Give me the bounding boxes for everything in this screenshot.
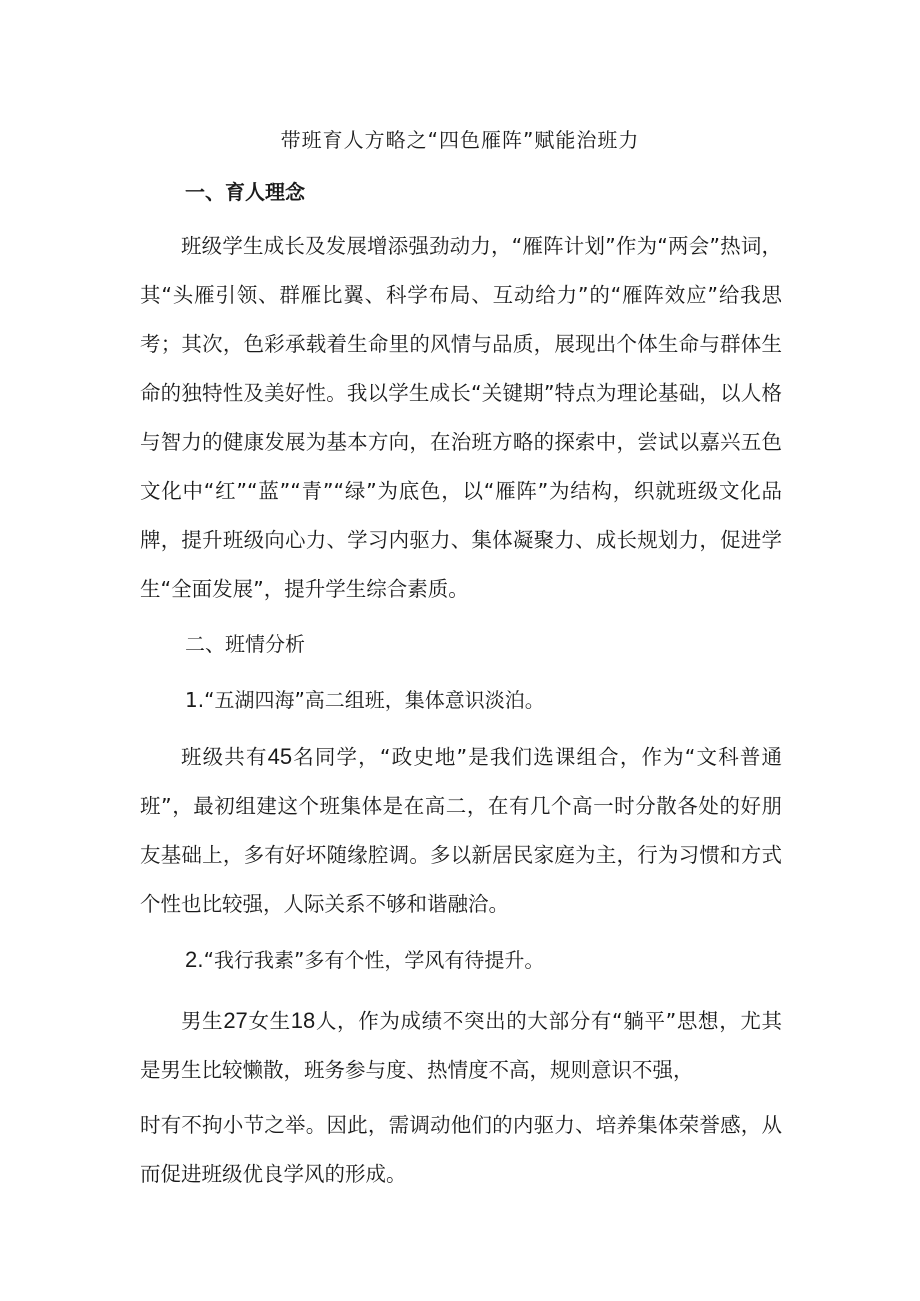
subsection-2-paragraph-1 (140, 996, 782, 1095)
subsection-2-heading-text: .“我行我素”多有个性，学风有待提升。 (197, 948, 545, 972)
section-1-heading: 一、育人理念 (185, 180, 305, 204)
student-count: 45 (267, 744, 293, 769)
subsection-2-text-c: 人，作为成绩不突出的大部分有“躺平”思想，尤其是男生比较懒散，班务参与度、热情度不高，规则意识不强， (140, 1009, 783, 1082)
subsection-2-number: 2 (185, 947, 198, 972)
subsection-2-text-a: 男生 (181, 1009, 224, 1033)
subsection-1-paragraph (140, 732, 782, 929)
girls-count: 18 (290, 1008, 316, 1033)
boys-count: 27 (223, 1008, 248, 1033)
subsection-1-text-b: 名同学，“政史地”是我们选课组合，作为“文科普通班”，最初组建这个班集体是在高二，在有几个高一时分散各处的好朋友基础上，多有好坏随缘腔调。多以新居民家庭为主，行为习惯和方式个性也比较强，人际关系不够和谐融洽。 (140, 745, 782, 916)
subsection-2-heading (185, 946, 544, 974)
subsection-2-text-b: 女生 (247, 1009, 291, 1033)
subsection-1-heading: 1.“五湖四海”高二组班，集体意识淡泊。 (185, 688, 545, 712)
section-1-paragraph: 班级学生成长及发展增添强劲动力，“雁阵计划”作为“两会”热词，其“头雁引领、群雁比翼、科学布局、互动给力”的“雁阵效应”给我思考；其次，色彩承载着生命里的风情与品质，展现出个体生命与群体生命的独特性及美好性。我以学生成长“关键期”特点为理论基础，以人格与智力的健康发展为基本方向，在治班方略的探索中，尝试以嘉兴五色文化中“红”“蓝”“青”“绿”为底色，以“雁阵”为结构，织就班级文化品牌，提升班级向心力、学习内驱力、集体凝聚力、成长规划力，促进学生“全面发展”，提升学生综合素质。 (140, 234, 782, 601)
subsection-1-text-a: 班级共有 (181, 745, 268, 769)
subsection-2-paragraph-2: 时有不拘小节之举。因此，需调动他们的内驱力、培养集体荣誉感，从而促进班级优良学风的形成。 (140, 1113, 782, 1186)
document-title: 带班育人方略之“四色雁阵”赋能治班力 (280, 128, 640, 152)
section-2-heading: 二、班情分析 (185, 632, 305, 656)
